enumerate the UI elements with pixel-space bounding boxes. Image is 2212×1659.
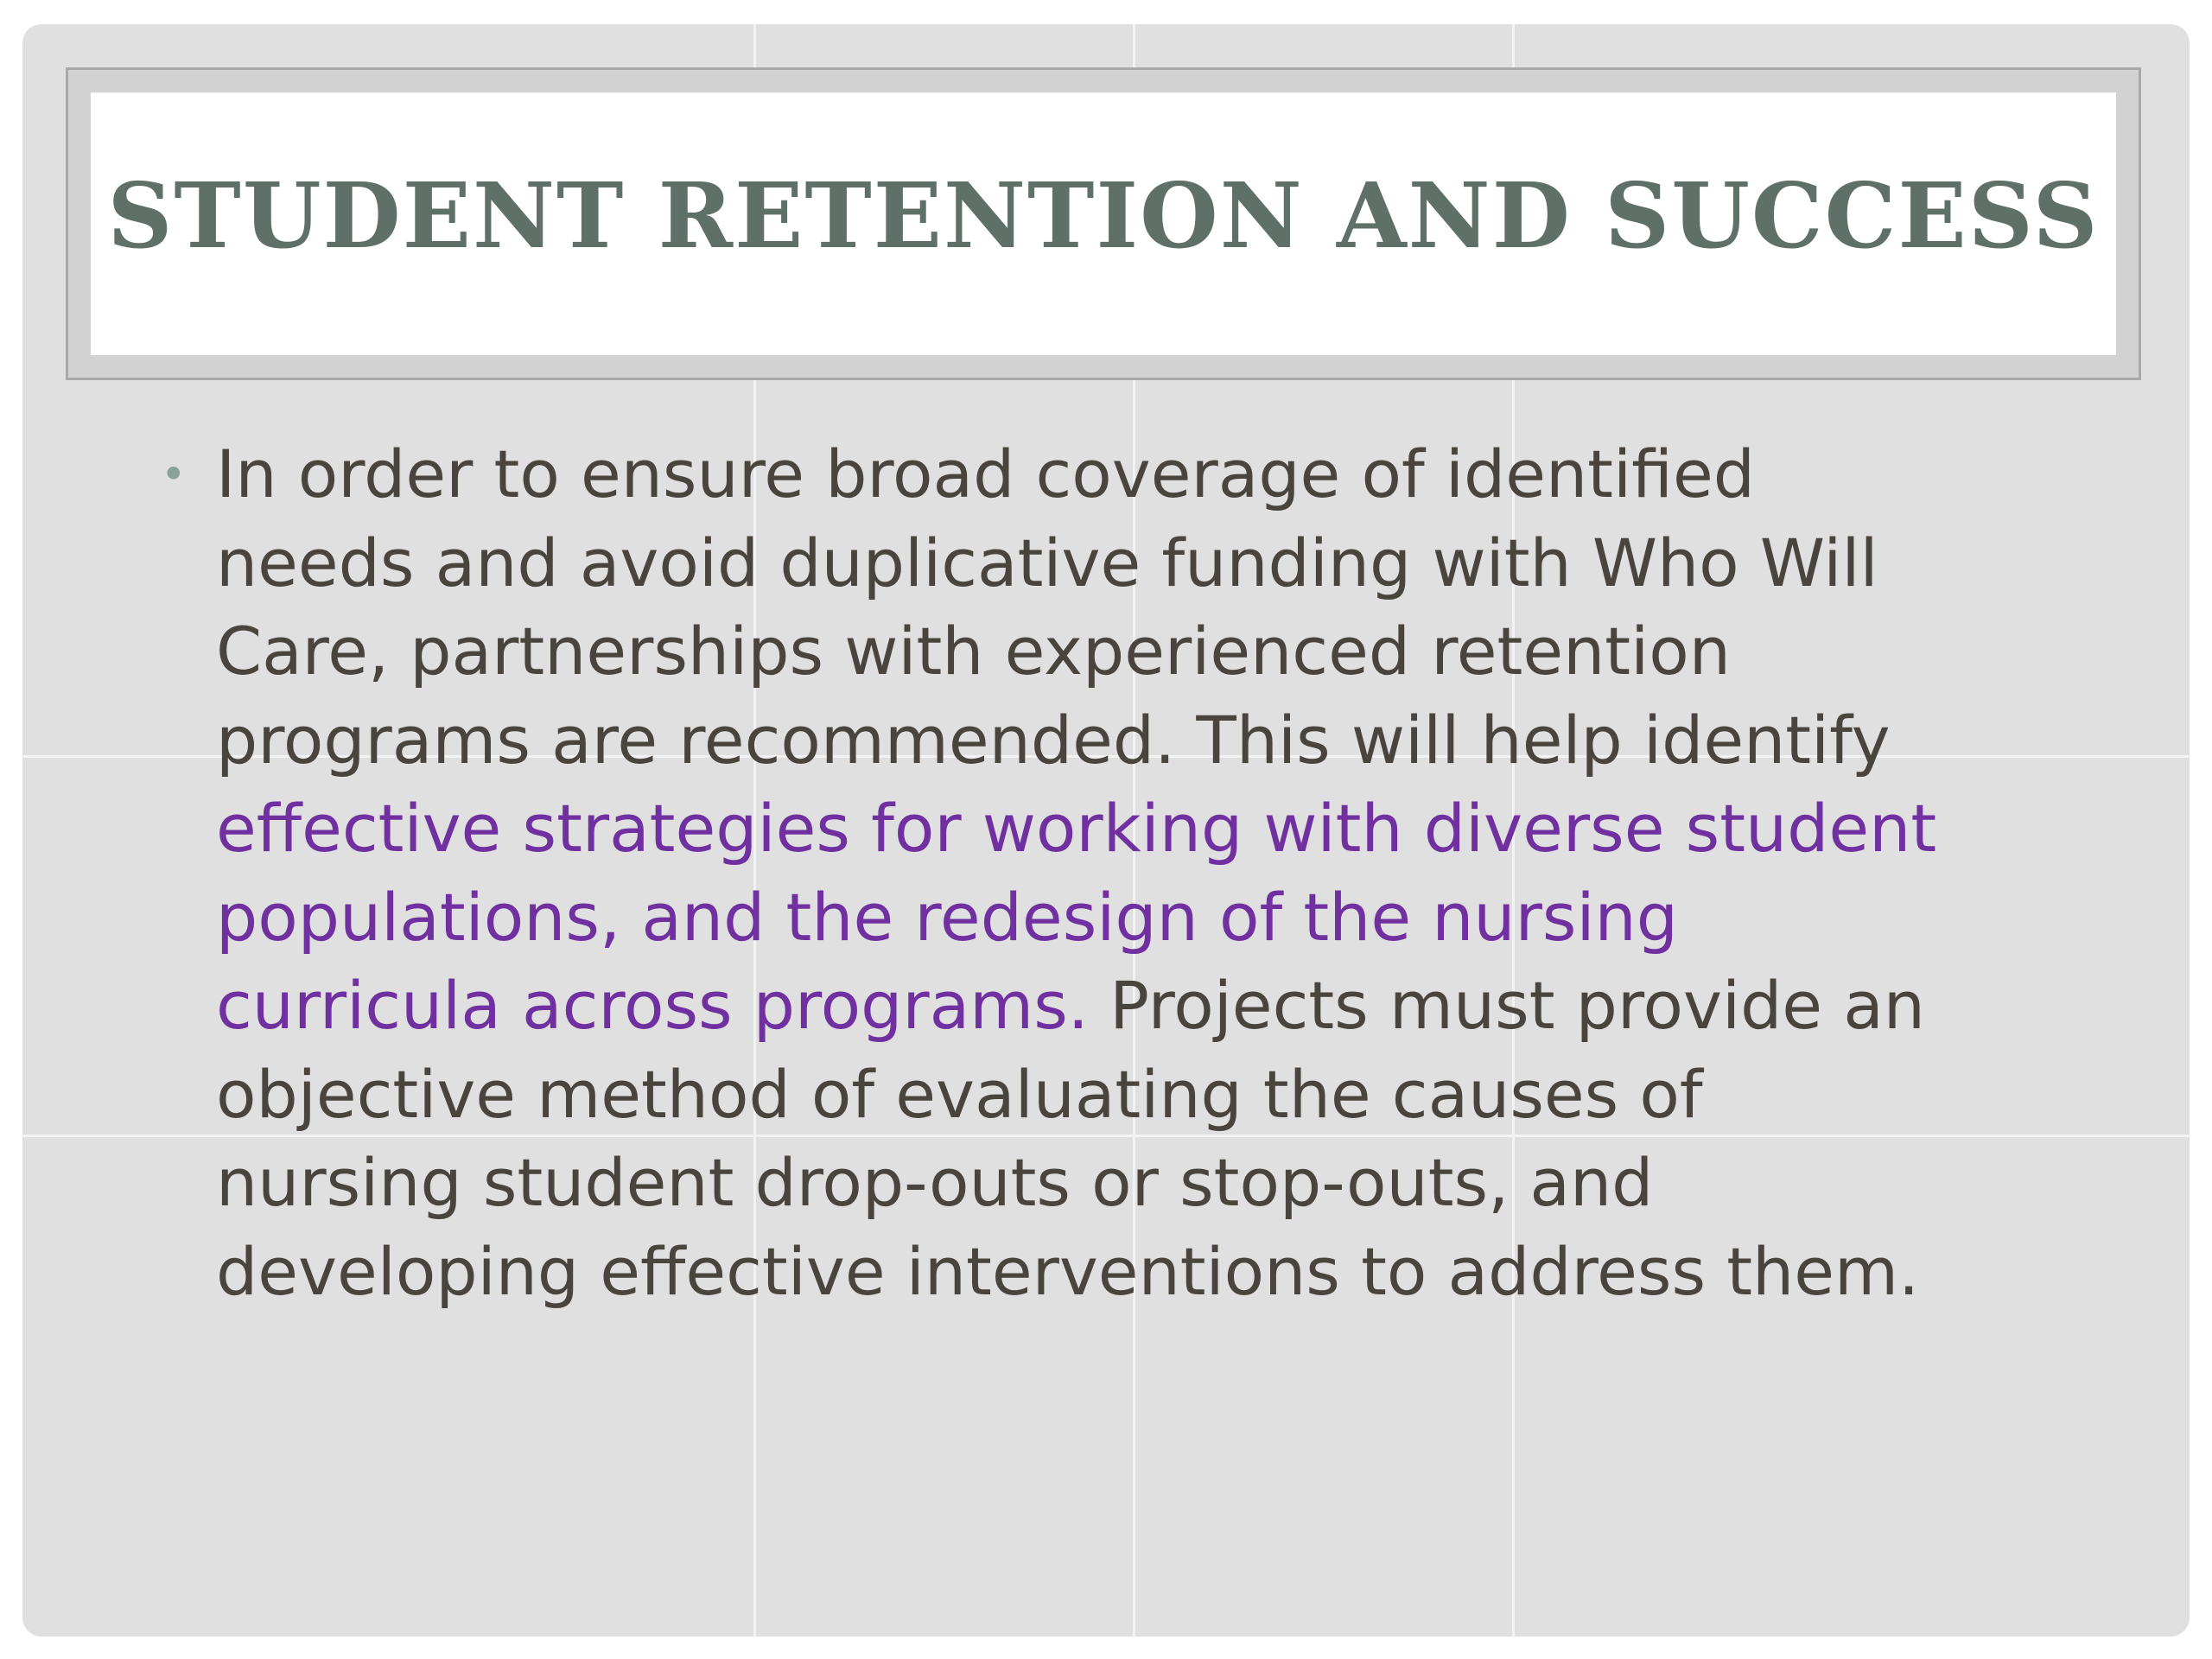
body-text-block <box>161 430 2096 1316</box>
bullet-icon: • <box>161 449 187 499</box>
slide <box>22 24 2190 1637</box>
slide-title: STUDENT RETENTION AND SUCCESS <box>107 162 2100 269</box>
body-text: nursing student drop-outs or stop-outs, and <box>216 1144 1654 1221</box>
bullet-item <box>161 430 2096 1316</box>
body-text: Care, partnerships with experienced retention <box>216 613 1731 690</box>
title-box <box>91 92 2116 355</box>
body-text: objective method of evaluating the causes of <box>216 1055 1703 1133</box>
title-frame <box>66 67 2141 380</box>
bullet-paragraph <box>216 430 1936 1316</box>
highlighted-text: curricula across programs. <box>216 967 1089 1044</box>
highlighted-text: effective strategies for working with diverse student <box>216 790 1937 867</box>
body-text: Projects must provide an <box>1088 967 1925 1044</box>
highlighted-text: populations, and the redesign of the nursing <box>216 878 1678 956</box>
body-text: needs and avoid duplicative funding with Who Will <box>216 524 1878 601</box>
body-text: developing effective interventions to address them. <box>216 1232 1920 1310</box>
body-text: In order to ensure broad coverage of identified <box>216 435 1755 512</box>
body-text: programs are recommended. This will help identify <box>216 701 1891 779</box>
